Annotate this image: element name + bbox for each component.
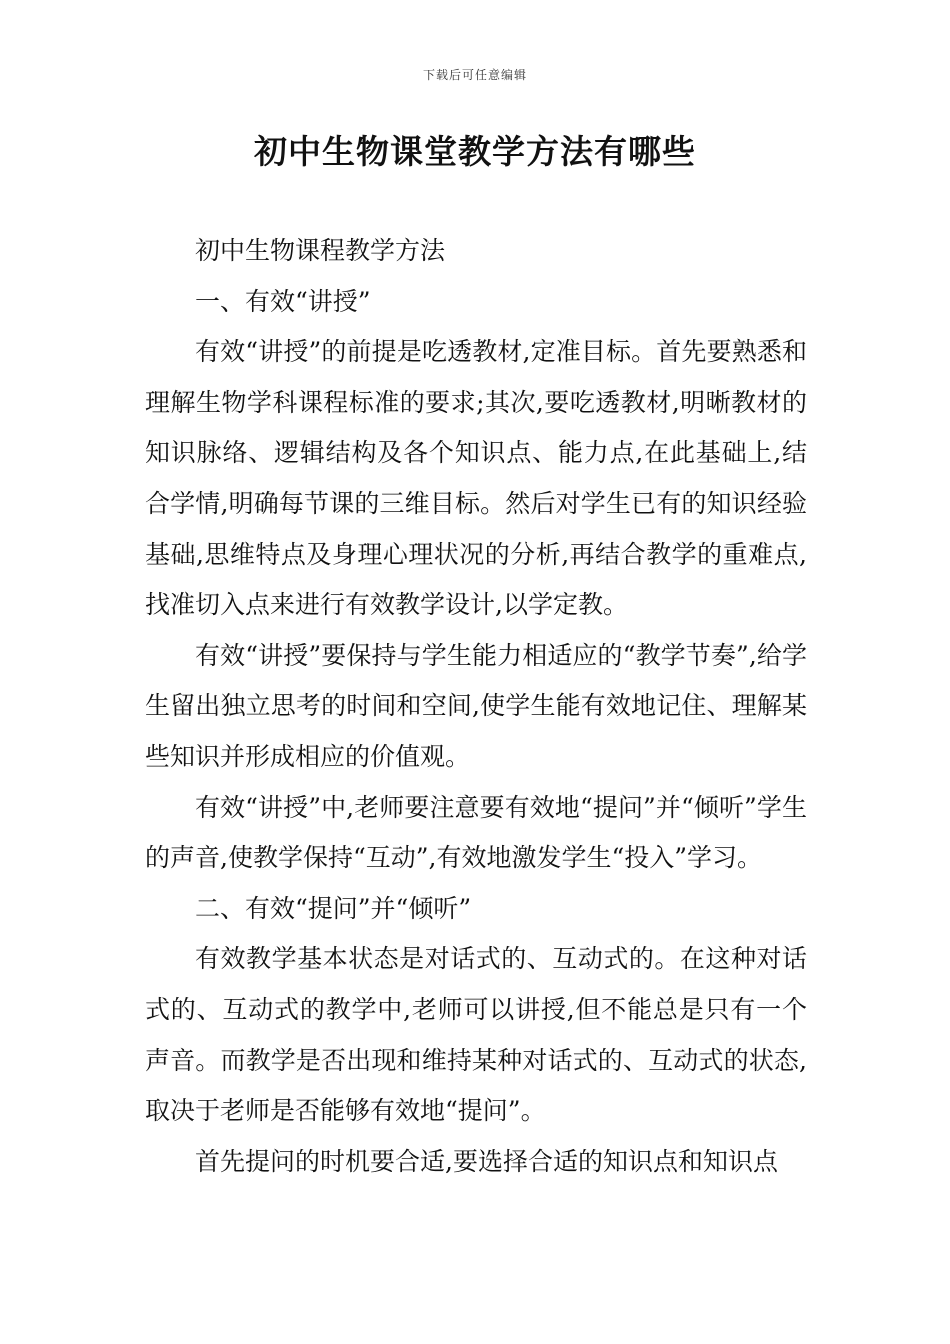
section-heading-1: 一、有效“讲授” — [195, 286, 371, 316]
paragraph: 有效“讲授”的前提是吃透教材,定准目标。首先要熟悉和理解生物学科课程标准的要求;其次,要吃透教材,明晰教材的知识脉络、逻辑结构及各个知识点、能力点,在此基础上,结合学情,明确每节课的三维目标。然后对学生已有的知识经验基础,思维特点及身理心理状况的分析,再结合教学的重难点,找准切入点来进行有效教学设计,以学定教。 — [145, 337, 807, 620]
document-title: 初中生物课堂教学方法有哪些 — [254, 132, 696, 171]
paragraph-subtitle: 初中生物课程教学方法 — [195, 236, 446, 265]
header-note: 下载后可任意编辑 — [422, 68, 527, 82]
section-heading-2: 二、有效“提问”并“倾听” — [195, 893, 472, 923]
paragraph: 有效“讲授”要保持与学生能力相适应的“教学节奏”,给学生留出独立思考的时间和空间,使学生能有效地记住、理解某些知识并形成相应的价值观。 — [145, 640, 807, 771]
paragraph: 首先提问的时机要合适,要选择合适的知识点和知识点 — [195, 1146, 778, 1176]
paragraph: 有效教学基本状态是对话式的、互动式的。在这种对话式的、互动式的教学中,老师可以讲授,但不能总是只有一个声音。而教学是否出现和维持某种对话式的、互动式的状态,取决于老师是否能够有效地“提问”。 — [145, 944, 807, 1126]
document-body — [145, 226, 807, 1187]
paragraph: 有效“讲授”中,老师要注意要有效地“提问”并“倾听”学生的声音,使教学保持“互动”,有效地激发学生“投入”学习。 — [145, 792, 807, 873]
